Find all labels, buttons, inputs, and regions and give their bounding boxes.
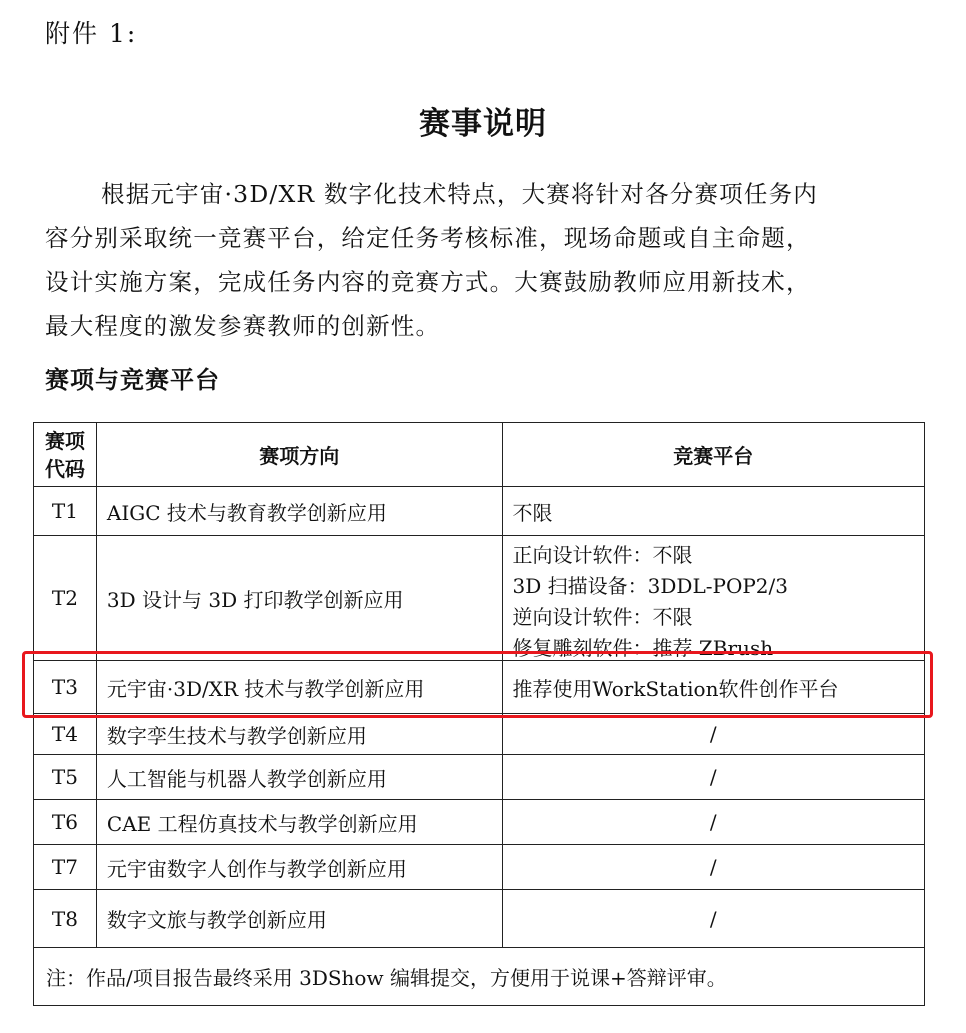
- paragraph-line: 设计实施方案，完成任务内容的竞赛方式。大赛鼓励教师应用新技术，: [45, 268, 811, 296]
- row-code: T1: [34, 487, 97, 536]
- table-row: [34, 714, 925, 755]
- table-note: 注：作品/项目报告最终采用 3DShow 编辑提交，方便用于说课+答辩评审。: [34, 948, 925, 1006]
- header-code: 赛项 代码: [34, 423, 97, 487]
- row-code: T4: [34, 714, 97, 755]
- row-platform: [502, 536, 924, 661]
- table-header-row: [34, 423, 925, 487]
- table-row: [34, 845, 925, 890]
- table-row: [34, 661, 925, 714]
- row-direction: 数字文旅与教学创新应用: [96, 890, 502, 948]
- table-row: [34, 487, 925, 536]
- row-platform: /: [502, 755, 924, 800]
- platform-line: 3D 扫描设备：3DDL-POP2/3: [512, 574, 788, 598]
- intro-paragraph: [45, 172, 925, 348]
- row-platform: /: [502, 714, 924, 755]
- row-platform: /: [502, 800, 924, 845]
- events-table: [33, 422, 925, 1006]
- header-platform: 竞赛平台: [502, 423, 924, 487]
- row-code: T3: [34, 661, 97, 714]
- row-code: T2: [34, 536, 97, 661]
- row-direction: 元宇宙·3D/XR 技术与教学创新应用: [96, 661, 502, 714]
- row-platform: /: [502, 845, 924, 890]
- platform-line: 逆向设计软件：不限: [512, 605, 693, 629]
- platform-line: 正向设计软件：不限: [512, 543, 693, 567]
- paragraph-line: 容分别采取统一竞赛平台，给定任务考核标准，现场命题或自主命题，: [45, 224, 811, 252]
- paragraph-line: 最大程度的激发参赛教师的创新性。: [45, 312, 441, 340]
- paragraph-line: 根据元宇宙·3D/XR 数字化技术特点，大赛将针对各分赛项任务内: [101, 180, 818, 208]
- table-row: [34, 755, 925, 800]
- table-note-row: [34, 948, 925, 1006]
- header-direction: 赛项方向: [96, 423, 502, 487]
- attachment-label: 附件 1:: [45, 19, 138, 48]
- row-platform: 推荐使用WorkStation软件创作平台: [502, 661, 924, 714]
- row-direction: CAE 工程仿真技术与教学创新应用: [96, 800, 502, 845]
- row-direction: AIGC 技术与教育教学创新应用: [96, 487, 502, 536]
- row-platform: /: [502, 890, 924, 948]
- row-direction: 元宇宙数字人创作与教学创新应用: [96, 845, 502, 890]
- platform-line: 修复雕刻软件：推荐 ZBrush: [512, 636, 774, 660]
- row-code: T7: [34, 845, 97, 890]
- row-platform: 不限: [502, 487, 924, 536]
- row-direction: 人工智能与机器人教学创新应用: [96, 755, 502, 800]
- row-code: T6: [34, 800, 97, 845]
- row-direction: 数字孪生技术与教学创新应用: [96, 714, 502, 755]
- row-code: T5: [34, 755, 97, 800]
- table-row: [34, 536, 925, 661]
- document-title: 赛事说明: [419, 106, 547, 142]
- table-row: [34, 890, 925, 948]
- table-row: [34, 800, 925, 845]
- row-direction: 3D 设计与 3D 打印教学创新应用: [96, 536, 502, 661]
- row-code: T8: [34, 890, 97, 948]
- section-heading: 赛项与竞赛平台: [45, 366, 220, 394]
